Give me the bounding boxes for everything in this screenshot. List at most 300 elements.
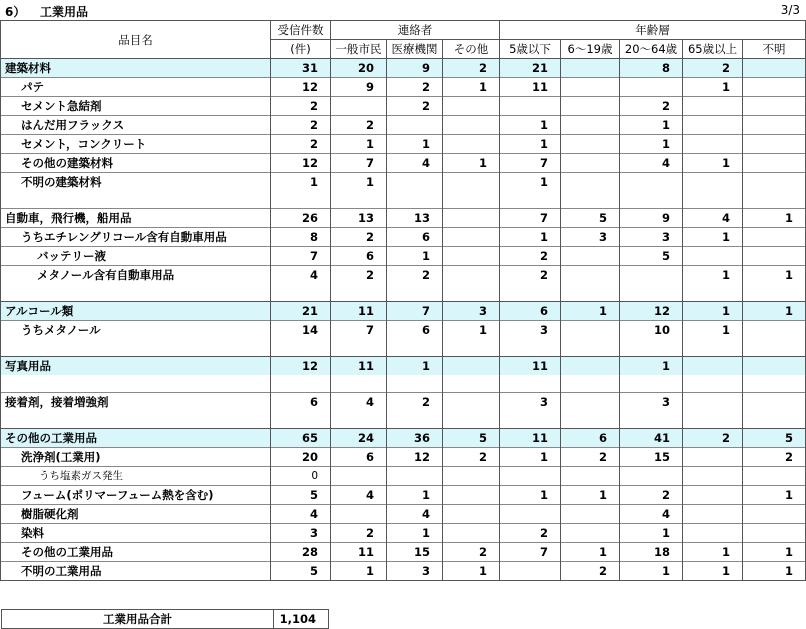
table-cell: 1: [743, 266, 806, 285]
table-cell: 7: [500, 543, 561, 562]
table-cell: [387, 467, 443, 486]
table-cell: 6: [387, 321, 443, 340]
table-cell: [683, 284, 743, 302]
table-cell: [683, 375, 743, 393]
table-cell: 1: [683, 154, 743, 173]
table-cell: 1: [743, 486, 806, 505]
row-label: [1, 411, 271, 429]
row-label: フューム(ポリマーフューム熱を含む): [1, 486, 271, 505]
table-row: [1, 321, 806, 340]
col-header-reporter-medical: 医療機関: [387, 40, 443, 59]
row-label: はんだ用フラックス: [1, 116, 271, 135]
table-cell: 1: [683, 228, 743, 247]
table-cell: [743, 116, 806, 135]
table-cell: 65: [271, 429, 331, 448]
table-cell: [620, 173, 683, 192]
table-cell: 1: [620, 524, 683, 543]
table-cell: 2: [331, 524, 387, 543]
row-label: 建築材料: [1, 59, 271, 78]
table-cell: [271, 339, 331, 357]
table-cell: [443, 486, 500, 505]
row-label: 写真用品: [1, 357, 271, 376]
table-cell: [683, 116, 743, 135]
table-cell: 6: [271, 393, 331, 412]
table-cell: [561, 321, 620, 340]
table-cell: [387, 411, 443, 429]
table-cell: 7: [331, 154, 387, 173]
table-cell: 5: [271, 562, 331, 581]
table-cell: 41: [620, 429, 683, 448]
table-cell: [443, 97, 500, 116]
table-cell: [443, 116, 500, 135]
row-label: [1, 375, 271, 393]
table-cell: 1: [387, 247, 443, 266]
table-cell: [743, 135, 806, 154]
table-cell: 2: [387, 266, 443, 285]
table-cell: 1: [500, 135, 561, 154]
table-cell: [561, 59, 620, 78]
table-cell: [443, 247, 500, 266]
table-cell: [561, 116, 620, 135]
table-cell: 2: [387, 78, 443, 97]
statistics-table: [0, 20, 806, 581]
table-cell: 13: [387, 209, 443, 228]
table-cell: 1: [620, 357, 683, 376]
table-cell: 6: [500, 302, 561, 321]
table-cell: [387, 339, 443, 357]
table-cell: [683, 467, 743, 486]
table-row: [1, 505, 806, 524]
table-cell: [743, 59, 806, 78]
col-header-age-6-19: 6～19歳: [561, 40, 620, 59]
table-cell: 1: [683, 302, 743, 321]
table-cell: 5: [561, 209, 620, 228]
table-cell: 1: [743, 302, 806, 321]
table-cell: 1: [500, 116, 561, 135]
table-cell: 6: [561, 429, 620, 448]
table-cell: 4: [620, 154, 683, 173]
row-label: その他の建築材料: [1, 154, 271, 173]
table-cell: [743, 228, 806, 247]
table-cell: 1: [387, 135, 443, 154]
table-row: [1, 302, 806, 321]
table-cell: [561, 135, 620, 154]
table-row: [1, 209, 806, 228]
col-header-count-unit: (件): [271, 40, 331, 59]
table-cell: 2: [620, 486, 683, 505]
table-cell: [500, 505, 561, 524]
table-cell: 18: [620, 543, 683, 562]
table-cell: 1: [561, 543, 620, 562]
spacer-row: [1, 375, 806, 393]
table-cell: 2: [561, 562, 620, 581]
section-title: 工業用品: [40, 5, 89, 19]
table-cell: [331, 411, 387, 429]
table-cell: 20: [331, 59, 387, 78]
table-cell: [683, 505, 743, 524]
table-cell: 11: [331, 302, 387, 321]
table-cell: 7: [331, 321, 387, 340]
table-cell: [443, 339, 500, 357]
table-cell: [271, 411, 331, 429]
table-cell: 12: [620, 302, 683, 321]
table-cell: [500, 411, 561, 429]
spacer-row: [1, 191, 806, 209]
table-cell: 3: [500, 393, 561, 412]
table-cell: 3: [561, 228, 620, 247]
table-cell: [743, 97, 806, 116]
table-cell: 1: [683, 78, 743, 97]
table-cell: 1: [683, 543, 743, 562]
table-cell: [561, 357, 620, 376]
table-cell: [561, 284, 620, 302]
table-cell: 2: [387, 97, 443, 116]
table-cell: [443, 411, 500, 429]
table-cell: 1: [387, 524, 443, 543]
table-cell: 5: [443, 429, 500, 448]
table-cell: 1: [683, 321, 743, 340]
table-cell: 7: [500, 209, 561, 228]
table-cell: 4: [387, 505, 443, 524]
table-cell: 13: [331, 209, 387, 228]
total-label: 工業用品合計: [2, 610, 274, 629]
table-cell: 1: [620, 135, 683, 154]
table-cell: [500, 284, 561, 302]
table-cell: 2: [500, 524, 561, 543]
table-cell: [443, 467, 500, 486]
table-cell: [683, 393, 743, 412]
table-cell: [443, 524, 500, 543]
table-cell: 4: [387, 154, 443, 173]
table-cell: [331, 191, 387, 209]
table-cell: [620, 411, 683, 429]
table-cell: [387, 173, 443, 192]
table-cell: 12: [271, 357, 331, 376]
table-cell: [561, 467, 620, 486]
table-cell: [443, 505, 500, 524]
table-cell: 5: [271, 486, 331, 505]
table-cell: [683, 97, 743, 116]
row-label: パテ: [1, 78, 271, 97]
table-cell: 26: [271, 209, 331, 228]
table-cell: 11: [500, 78, 561, 97]
table-cell: 20: [271, 448, 331, 467]
table-cell: 36: [387, 429, 443, 448]
table-row: [1, 78, 806, 97]
table-cell: [443, 375, 500, 393]
table-cell: 1: [683, 266, 743, 285]
row-label: その他の工業用品: [1, 429, 271, 448]
col-header-count: 受信件数: [271, 21, 331, 40]
table-cell: [561, 393, 620, 412]
row-label: 不明の工業用品: [1, 562, 271, 581]
row-label: 自動車，飛行機，船用品: [1, 209, 271, 228]
row-label: 不明の建築材料: [1, 173, 271, 192]
table-cell: [561, 505, 620, 524]
table-cell: 1: [443, 154, 500, 173]
table-cell: [500, 97, 561, 116]
table-cell: [387, 191, 443, 209]
table-cell: 2: [500, 247, 561, 266]
spacer-row: [1, 284, 806, 302]
table-cell: 2: [683, 59, 743, 78]
table-cell: 4: [271, 505, 331, 524]
table-cell: [500, 375, 561, 393]
table-cell: 12: [271, 78, 331, 97]
table-cell: [387, 116, 443, 135]
table-cell: [561, 97, 620, 116]
row-label: メタノール含有自動車用品: [1, 266, 271, 285]
table-cell: 7: [500, 154, 561, 173]
table-cell: [683, 486, 743, 505]
table-row: [1, 97, 806, 116]
table-cell: 2: [271, 135, 331, 154]
page-indicator: 3/3: [780, 3, 800, 17]
table-cell: [743, 284, 806, 302]
table-cell: [620, 191, 683, 209]
table-cell: 2: [387, 393, 443, 412]
table-cell: 15: [620, 448, 683, 467]
table-cell: [443, 284, 500, 302]
table-cell: [620, 467, 683, 486]
table-cell: 1: [331, 562, 387, 581]
table-cell: [561, 375, 620, 393]
table-cell: [683, 135, 743, 154]
table-cell: 14: [271, 321, 331, 340]
table-row: [1, 448, 806, 467]
table-cell: 1: [500, 173, 561, 192]
table-row: [1, 357, 806, 376]
table-cell: 1: [331, 173, 387, 192]
table-cell: 28: [271, 543, 331, 562]
col-header-reporter-other: その他: [443, 40, 500, 59]
page-header: [0, 0, 806, 20]
table-cell: 9: [620, 209, 683, 228]
table-cell: 1: [500, 228, 561, 247]
table-cell: [443, 209, 500, 228]
table-cell: [743, 467, 806, 486]
table-cell: 24: [331, 429, 387, 448]
table-row: [1, 173, 806, 192]
table-cell: [683, 191, 743, 209]
table-cell: [620, 284, 683, 302]
col-header-age-group: 年齢層: [500, 21, 806, 40]
row-label: うち塩素ガス発生: [1, 467, 271, 486]
table-cell: [271, 375, 331, 393]
table-cell: [443, 393, 500, 412]
table-row: [1, 135, 806, 154]
table-cell: 9: [331, 78, 387, 97]
table-cell: 2: [271, 116, 331, 135]
table-cell: 2: [443, 543, 500, 562]
table-cell: 4: [620, 505, 683, 524]
table-cell: 21: [271, 302, 331, 321]
row-label: アルコール類: [1, 302, 271, 321]
table-cell: 8: [620, 59, 683, 78]
table-cell: 2: [331, 228, 387, 247]
table-cell: [331, 375, 387, 393]
table-cell: [743, 524, 806, 543]
table-cell: 2: [331, 116, 387, 135]
table-cell: 11: [331, 357, 387, 376]
table-cell: [561, 191, 620, 209]
table-cell: 3: [387, 562, 443, 581]
table-cell: [331, 505, 387, 524]
row-label: 染料: [1, 524, 271, 543]
table-cell: [743, 321, 806, 340]
table-cell: 2: [271, 97, 331, 116]
table-cell: 2: [331, 266, 387, 285]
table-cell: [561, 78, 620, 97]
table-cell: [683, 339, 743, 357]
table-cell: 3: [271, 524, 331, 543]
table-cell: [620, 375, 683, 393]
table-cell: [743, 78, 806, 97]
total-value: 1,104: [274, 610, 329, 629]
table-cell: 11: [331, 543, 387, 562]
table-cell: [443, 173, 500, 192]
table-cell: [387, 375, 443, 393]
table-row: [1, 524, 806, 543]
table-cell: [620, 339, 683, 357]
table-cell: 1: [331, 135, 387, 154]
row-label: 洗浄剤(工業用): [1, 448, 271, 467]
table-cell: 10: [620, 321, 683, 340]
table-cell: 6: [387, 228, 443, 247]
table-cell: 1: [561, 486, 620, 505]
table-cell: [683, 448, 743, 467]
table-cell: [500, 339, 561, 357]
col-header-age-65-plus: 65歳以上: [683, 40, 743, 59]
table-cell: 1: [500, 448, 561, 467]
row-label: その他の工業用品: [1, 543, 271, 562]
table-cell: [743, 505, 806, 524]
table-cell: 4: [331, 393, 387, 412]
table-cell: [743, 357, 806, 376]
table-cell: 1: [500, 486, 561, 505]
table-cell: 5: [620, 247, 683, 266]
row-label: うちエチレングリコール含有自動車用品: [1, 228, 271, 247]
table-cell: 1: [387, 486, 443, 505]
table-row: [1, 266, 806, 285]
total-table: [1, 609, 329, 629]
table-cell: [743, 393, 806, 412]
table-cell: [443, 228, 500, 247]
table-cell: 3: [500, 321, 561, 340]
row-label: [1, 339, 271, 357]
table-cell: [561, 247, 620, 266]
table-cell: [387, 284, 443, 302]
table-cell: 7: [387, 302, 443, 321]
table-cell: [561, 154, 620, 173]
table-row: [1, 429, 806, 448]
table-cell: 11: [500, 429, 561, 448]
table-cell: 8: [271, 228, 331, 247]
table-cell: 4: [331, 486, 387, 505]
section-number: 6）: [5, 5, 26, 19]
col-header-name: 品目名: [1, 21, 271, 59]
table-cell: [683, 524, 743, 543]
table-cell: 3: [443, 302, 500, 321]
table-row: [1, 393, 806, 412]
table-cell: 1: [387, 357, 443, 376]
table-cell: 1: [271, 173, 331, 192]
row-label: バッテリー液: [1, 247, 271, 266]
table-cell: 3: [620, 393, 683, 412]
table-cell: 2: [561, 448, 620, 467]
table-cell: 2: [620, 97, 683, 116]
table-cell: 1: [743, 562, 806, 581]
table-cell: [331, 467, 387, 486]
table-cell: 1: [743, 543, 806, 562]
table-cell: [561, 266, 620, 285]
table-cell: [561, 524, 620, 543]
table-cell: [500, 467, 561, 486]
table-cell: [743, 173, 806, 192]
table-cell: 6: [331, 247, 387, 266]
table-cell: 1: [561, 302, 620, 321]
table-cell: [331, 284, 387, 302]
table-cell: 2: [443, 448, 500, 467]
table-row: [1, 543, 806, 562]
col-header-reporter-public: 一般市民: [331, 40, 387, 59]
table-row: [1, 116, 806, 135]
table-cell: [443, 266, 500, 285]
table-cell: [500, 562, 561, 581]
row-label: 接着剤，接着増強剤: [1, 393, 271, 412]
table-cell: 1: [620, 116, 683, 135]
col-header-age-unknown: 不明: [743, 40, 806, 59]
table-cell: [271, 284, 331, 302]
table-cell: 15: [387, 543, 443, 562]
table-cell: 11: [500, 357, 561, 376]
table-cell: 4: [683, 209, 743, 228]
table-cell: [443, 191, 500, 209]
table-cell: [561, 339, 620, 357]
table-cell: 9: [387, 59, 443, 78]
table-row: [1, 59, 806, 78]
table-cell: [500, 191, 561, 209]
table-cell: 2: [683, 429, 743, 448]
table-cell: [271, 191, 331, 209]
table-cell: 31: [271, 59, 331, 78]
table-row: [1, 486, 806, 505]
col-header-reporter-group: 連絡者: [331, 21, 500, 40]
table-cell: 5: [743, 429, 806, 448]
table-cell: [620, 78, 683, 97]
table-row: [1, 247, 806, 266]
row-label: セメント急結剤: [1, 97, 271, 116]
col-header-age-20-64: 20～64歳: [620, 40, 683, 59]
table-cell: 4: [271, 266, 331, 285]
table-cell: [743, 154, 806, 173]
table-cell: [443, 357, 500, 376]
table-cell: [331, 97, 387, 116]
table-row: [1, 154, 806, 173]
table-cell: 12: [387, 448, 443, 467]
row-label: [1, 284, 271, 302]
table-row: [1, 467, 806, 486]
table-cell: [331, 339, 387, 357]
table-cell: [743, 191, 806, 209]
table-cell: 2: [443, 59, 500, 78]
table-cell: 12: [271, 154, 331, 173]
table-cell: [561, 173, 620, 192]
col-header-age-0-5: 5歳以下: [500, 40, 561, 59]
row-label: うちメタノール: [1, 321, 271, 340]
table-cell: [743, 375, 806, 393]
row-label: セメント，コンクリート: [1, 135, 271, 154]
